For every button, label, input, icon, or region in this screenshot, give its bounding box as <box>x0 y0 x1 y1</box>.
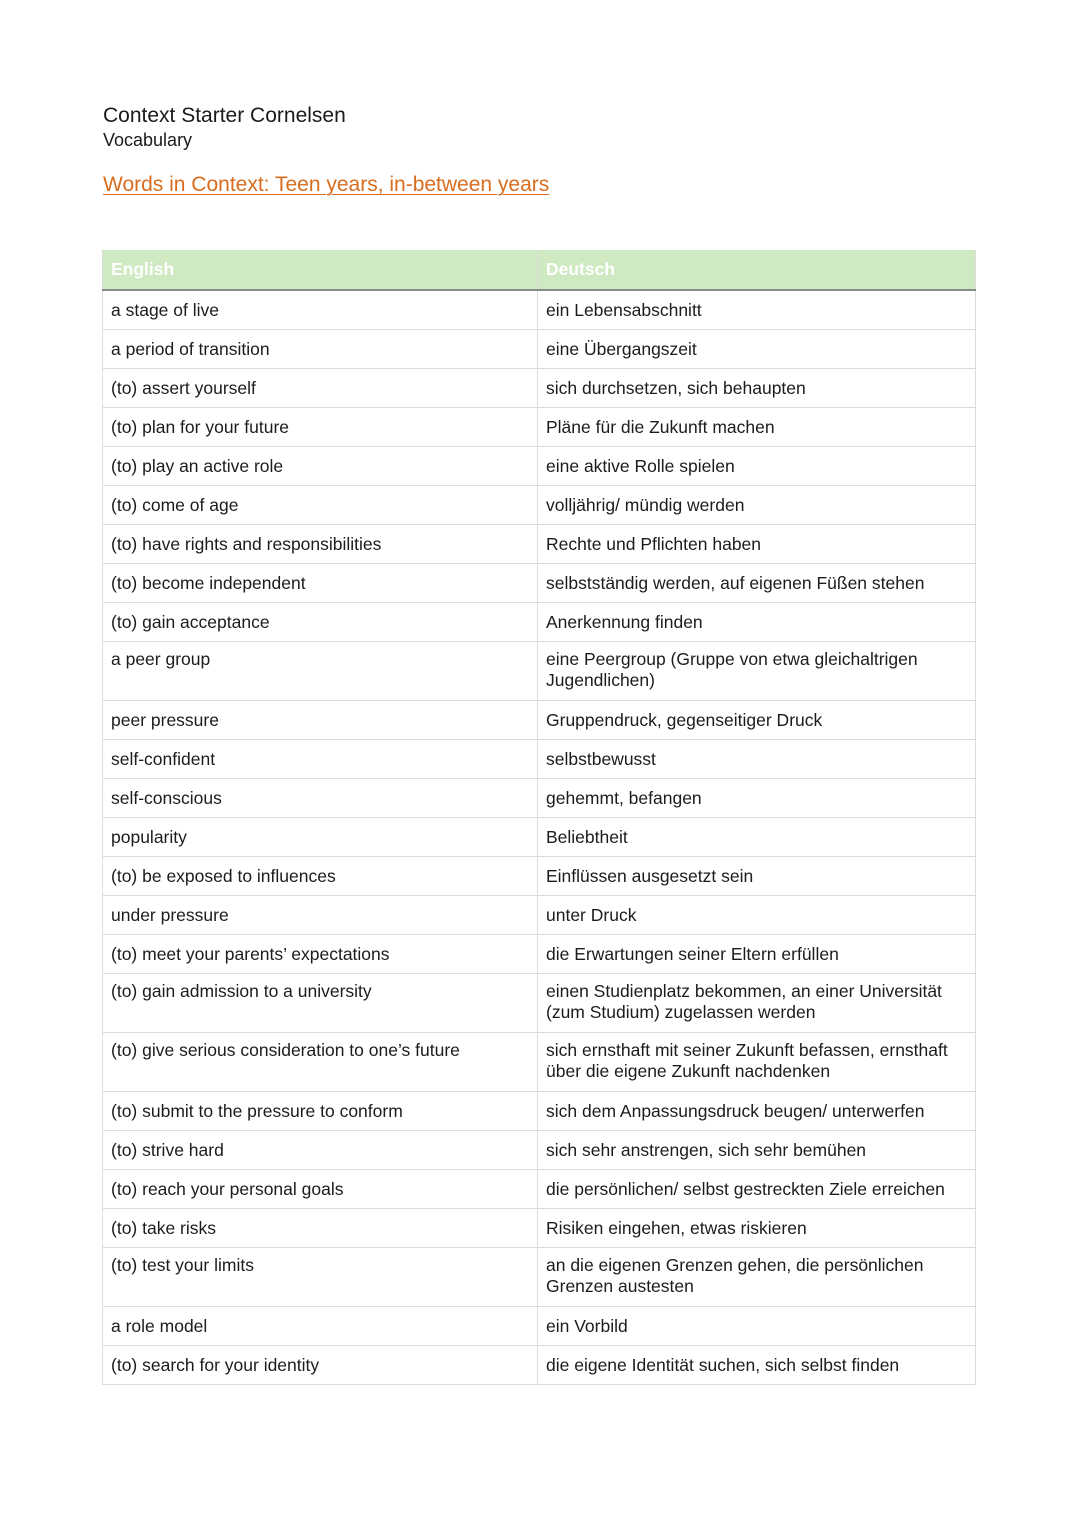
table-row <box>103 602 976 641</box>
english-term: (to) come of age <box>103 485 538 524</box>
table-row <box>103 524 976 563</box>
german-translation: Risiken eingehen, etwas riskieren <box>538 1208 976 1247</box>
english-term: (to) become independent <box>103 563 538 602</box>
table-row <box>103 1306 976 1345</box>
table-row <box>103 1345 976 1384</box>
german-translation: gehemmt, befangen <box>538 778 976 817</box>
table-row <box>103 856 976 895</box>
table-row <box>103 1169 976 1208</box>
vocabulary-table <box>102 250 976 1385</box>
english-term: (to) take risks <box>103 1208 538 1247</box>
english-term: (to) give serious consideration to one’s future <box>103 1032 538 1091</box>
german-translation: eine Peergroup (Gruppe von etwa gleichaltrigen Jugendlichen) <box>538 641 976 700</box>
english-term: self-conscious <box>103 778 538 817</box>
german-translation: die eigene Identität suchen, sich selbst finden <box>538 1345 976 1384</box>
english-term: (to) submit to the pressure to conform <box>103 1091 538 1130</box>
column-header-deutsch: Deutsch <box>538 250 976 290</box>
german-translation: an die eigenen Grenzen gehen, die persönlichen Grenzen austesten <box>538 1247 976 1306</box>
german-translation: Beliebtheit <box>538 817 976 856</box>
english-term: popularity <box>103 817 538 856</box>
english-term: (to) search for your identity <box>103 1345 538 1384</box>
english-term: a peer group <box>103 641 538 700</box>
table-row <box>103 817 976 856</box>
table-row <box>103 1032 976 1091</box>
english-term: (to) plan for your future <box>103 407 538 446</box>
table-row <box>103 778 976 817</box>
table-row <box>103 1208 976 1247</box>
german-translation: volljährig/ mündig werden <box>538 485 976 524</box>
english-term: self-confident <box>103 739 538 778</box>
english-term: (to) meet your parents’ expectations <box>103 934 538 973</box>
english-term: a role model <box>103 1306 538 1345</box>
english-term: (to) gain admission to a university <box>103 973 538 1032</box>
table-row <box>103 700 976 739</box>
german-translation: selbstbewusst <box>538 739 976 778</box>
section-heading-link[interactable]: Words in Context: Teen years, in-between years <box>103 173 550 196</box>
german-translation: Gruppendruck, gegenseitiger Druck <box>538 700 976 739</box>
english-term: (to) gain acceptance <box>103 602 538 641</box>
german-translation: eine aktive Rolle spielen <box>538 446 976 485</box>
german-translation: ein Lebensabschnitt <box>538 290 976 329</box>
english-term: a stage of live <box>103 290 538 329</box>
table-row <box>103 641 976 700</box>
english-term: peer pressure <box>103 700 538 739</box>
english-term: (to) assert yourself <box>103 368 538 407</box>
german-translation: sich ernsthaft mit seiner Zukunft befassen, ernsthaft über die eigene Zukunft nachdenken <box>538 1032 976 1091</box>
german-translation: selbstständig werden, auf eigenen Füßen stehen <box>538 563 976 602</box>
table-row <box>103 739 976 778</box>
german-translation: Pläne für die Zukunft machen <box>538 407 976 446</box>
table-row <box>103 934 976 973</box>
german-translation: eine Übergangszeit <box>538 329 976 368</box>
table-row <box>103 563 976 602</box>
table-row <box>103 368 976 407</box>
german-translation: Rechte und Pflichten haben <box>538 524 976 563</box>
table-row <box>103 329 976 368</box>
german-translation: Einflüssen ausgesetzt sein <box>538 856 976 895</box>
german-translation: sich dem Anpassungsdruck beugen/ unterwerfen <box>538 1091 976 1130</box>
english-term: a period of transition <box>103 329 538 368</box>
table-row <box>103 1130 976 1169</box>
table-row <box>103 446 976 485</box>
german-translation: sich durchsetzen, sich behaupten <box>538 368 976 407</box>
german-translation: die persönlichen/ selbst gestreckten Ziele erreichen <box>538 1169 976 1208</box>
table-row <box>103 485 976 524</box>
table-row <box>103 407 976 446</box>
english-term: (to) play an active role <box>103 446 538 485</box>
table-row <box>103 1247 976 1306</box>
table-header-row <box>103 250 976 290</box>
english-term: under pressure <box>103 895 538 934</box>
document-subtitle: Vocabulary <box>103 130 193 150</box>
german-translation: die Erwartungen seiner Eltern erfüllen <box>538 934 976 973</box>
english-term: (to) strive hard <box>103 1130 538 1169</box>
english-term: (to) have rights and responsibilities <box>103 524 538 563</box>
table-row <box>103 290 976 329</box>
german-translation: sich sehr anstrengen, sich sehr bemühen <box>538 1130 976 1169</box>
table-row <box>103 973 976 1032</box>
german-translation: Anerkennung finden <box>538 602 976 641</box>
english-term: (to) reach your personal goals <box>103 1169 538 1208</box>
table-row <box>103 1091 976 1130</box>
german-translation: ein Vorbild <box>538 1306 976 1345</box>
german-translation: unter Druck <box>538 895 976 934</box>
english-term: (to) test your limits <box>103 1247 538 1306</box>
table-row <box>103 895 976 934</box>
english-term: (to) be exposed to influences <box>103 856 538 895</box>
column-header-english: English <box>103 250 538 290</box>
document-title: Context Starter Cornelsen <box>103 104 346 127</box>
german-translation: einen Studienplatz bekommen, an einer Universität (zum Studium) zugelassen werden <box>538 973 976 1032</box>
